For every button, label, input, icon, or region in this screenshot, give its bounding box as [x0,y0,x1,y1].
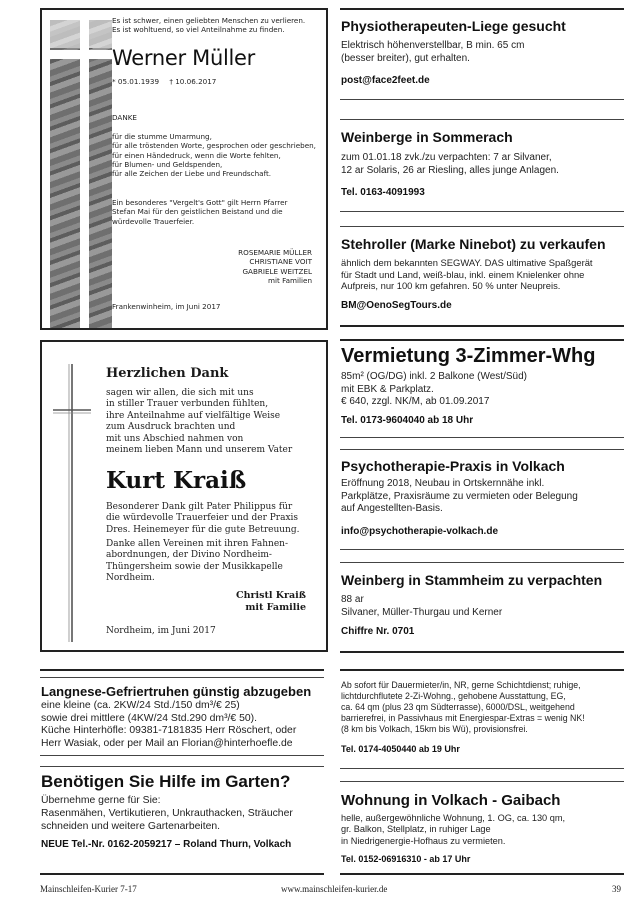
obit2-thanks-line: abordnungen, der Divino Nordheim- [106,550,272,561]
obit-thanks [112,198,287,226]
footer-website[interactable]: www.mainschleifen-kurier.de [281,884,388,894]
ad-title: Stehroller (Marke Ninebot) zu verkaufen [341,236,606,252]
ad-garten [41,772,293,850]
ad-contact: Tel. 0152-06916310 - ab 17 Uhr [341,854,471,865]
divider [340,449,624,450]
obit2-intro-line: meinem lieben Mann und unserem Vater [106,445,293,456]
divider [340,669,624,671]
cross-icon [52,362,92,644]
obit2-heading: Herzlichen Dank [106,366,229,381]
obit-body [112,132,316,178]
ad-line: Eröffnung 2018, Neubau in Ortskernnähe inkl. [341,478,545,489]
obit-intro-line: Es ist schwer, einen geliebten Menschen zu verlieren. [112,16,306,25]
obit-intro-line: Es ist wohltuend, so viel Anteilnahme zu finden. [112,25,285,35]
obit-birth: * 05.01.1939 [112,77,160,86]
ad-line: schneiden und weitere Gartenarbeiten. [41,821,221,832]
divider [340,8,624,10]
divider [40,766,324,767]
obit2-thanks2 [106,539,288,585]
ad-line: 88 ar [341,594,364,605]
divider [40,755,324,756]
divider [340,325,624,327]
ad-line: Rasenmähen, Vertikutieren, Unkrauthacken, Sträucher [41,808,293,819]
divider [340,339,624,341]
ad-physio [341,18,566,86]
obit-thanks-line: Ein besonderes "Vergelt's Gott" gilt Herrn Pfarrer [112,198,288,207]
obit2-thanks-line: Thüngersheim sowie der Musikkapelle [106,561,283,572]
cross-vertical [80,20,89,328]
ad-line: Herr Wasiak, oder per Mail an Florian@hinterhoefle.de [41,737,293,749]
obit-thanks-line: Stefan Mai für den geistlichen Beistand und die [112,207,283,217]
ad-title: Weinberg in Stammheim zu verpachten [341,572,603,588]
obit-body-line: für Blumen- und Geldspenden, [112,159,223,169]
ad-title: Vermietung 3-Zimmer-Whg [341,345,596,367]
ad-line: zum 01.01.18 zvk./zu verpachten: 7 ar Silvaner, [341,152,552,163]
obit2-place-date: Nordheim, im Juni 2017 [106,626,216,636]
ad-line: Küche Hinterhöfle: 09381-7181835 Herr Röschert, oder [41,725,297,737]
divider [40,677,324,678]
obit2-thanks-line: Dres. Heinemeyer für die gute Betreuung. [106,524,300,535]
obit-thanks-line: würdevolle Trauerfeier. [112,216,195,226]
divider [340,211,624,212]
divider [340,226,624,227]
obit2-thanks1 [106,502,299,536]
ad-contact: Tel. 0173-9604040 ab 18 Uhr [341,414,474,426]
obit2-thanks-line: Danke allen Vereinen mit ihren Fahnen- [106,539,289,549]
ad-stehroller [341,236,606,311]
ad-line: sowie drei mittlere (4KW/24 Std.290 dm³/€ 50). [41,712,257,724]
obit2-intro-line: sagen wir allen, die sich mit uns [106,388,254,398]
ad-psychotherapie [341,458,578,537]
obit-death: † 10.06.2017 [169,77,217,86]
divider [340,768,624,769]
page-number: 39 [612,884,621,894]
ad-line: mit EBK & Parkplatz. [341,383,434,395]
obit-signers [238,248,312,285]
ad-contact: Tel. 0174-4050440 ab 19 Uhr [341,744,460,754]
divider [340,562,624,563]
divider [340,99,624,100]
obit2-thanks-line: Besonderer Dank gilt Pater Philippus für [106,502,293,512]
ad-title: Benötigen Sie Hilfe im Garten? [41,772,291,791]
obit-intro [112,16,305,35]
obituary-werner-mueller [40,8,328,330]
obit2-thanks-line: die würdevolle Trauerfeier und der Praxis [106,513,299,524]
footer-publication: Mainschleifen-Kurier 7-17 [40,884,137,894]
divider [40,669,324,671]
obit-danke: DANKE [112,113,137,122]
ad-title: Weinberge in Sommerach [341,129,513,145]
divider [340,781,624,782]
ad-weinberg-stammheim [341,572,602,637]
obit-signer: CHRISTIANE VOIT [249,257,312,267]
ad-title: Physiotherapeuten-Liege gesucht [341,18,566,34]
obit-signer: GABRIELE WEITZEL [242,266,312,276]
ad-wohnung-gaibach [341,792,565,864]
ad-line: Aufpreis, nur 100 km gefahren. 50 % unter Neupreis. [341,280,561,292]
ad-line: ca. 64 qm (plus 23 qm Südterrasse), 6000/DSL, weitgehend [341,702,575,712]
obit-name: Werner Müller [112,46,256,70]
obit-place-date: Frankenwinheim, im Juni 2017 [112,302,221,311]
ad-line: (8 km bis Volkach, 15km bis Wü), provisionsfrei. [341,724,528,734]
divider [340,651,624,653]
ad-dauermieter [341,680,585,754]
obit-body-line: für einen Händedruck, wenn die Worte fehlten, [112,150,281,160]
obit2-intro [106,388,292,456]
cross-horizontal [50,50,112,59]
ad-contact[interactable]: BM@OenoSegTours.de [341,299,452,311]
ad-line: für Stadt und Land, weiß-blau, inkl. einem Knielenker ohne [341,268,585,280]
ad-line: Parkplätze, Praxisräume zu vermieten oder Belegung [341,490,578,502]
ad-contact[interactable]: post@face2feet.de [341,75,430,87]
obit2-intro-line: in stiller Trauer verbunden fühlten, [106,399,269,410]
ad-title: Langnese-Gefriertruhen günstig abzugeben [41,684,312,699]
ad-title: Psychotherapie-Praxis in Volkach [341,458,565,474]
ad-line: auf Angestellten-Basis. [341,503,443,515]
ad-line: in Niedrigenergie-Hofhaus zu vermieten. [341,835,506,846]
obit-signer: mit Familien [268,275,312,285]
ad-line: helle, außergewöhnliche Wohnung, 1. OG, ca. 130 qm, [341,813,566,823]
obit2-intro-line: ihre Anteilnahme auf vielfältige Weise [106,410,281,421]
ad-contact: Chiffre Nr. 0701 [341,626,415,638]
divider [340,119,624,120]
ad-title: Wohnung in Volkach - Gaibach [341,792,561,809]
ad-line: Silvaner, Müller-Thurgau und Kerner [341,606,503,618]
ad-langnese [41,684,311,750]
obit-body-line: für alle Zeichen der Liebe und Freundschaft. [112,169,272,179]
ad-line: barrierefrei, in Passivhaus mit Energiespar-Extras = wenig NK! [341,713,585,723]
ad-line: eine kleine (ca. 2KW/24 Std./150 dm³/€ 25) [41,700,240,711]
ad-line: Übernehme gerne für Sie: [41,795,161,806]
ad-line: gr. Balkon, Stellplatz, in ruhiger Lage [341,824,491,835]
obit2-name: Kurt Kraiß [106,467,247,494]
ad-line: (besser breiter), gut erhalten. [341,52,470,64]
divider [340,549,624,550]
ad-vermietung [341,345,595,426]
divider [340,437,624,438]
ad-line: 12 ar Solaris, 26 ar Riesling, alles junge Anlagen. [341,164,559,176]
obituary-kurt-kraiss [40,340,328,652]
obit-body-line: für die stumme Umarmung, [112,132,212,141]
obit2-signer: Christl Kraiß [236,590,306,601]
ad-line: € 640, zzgl. NK/M, ab 01.09.2017 [341,396,490,408]
obit-body-line: für alle tröstenden Worte, gesprochen oder geschrieben, [112,141,316,151]
ad-line: Elektrisch höhenverstellbar, B min. 65 cm [341,40,525,51]
ad-contact[interactable]: info@psychotherapie-volkach.de [341,525,499,537]
divider [40,873,324,875]
ad-line: lichtdurchflutete 2-Zi-Wohng., gehobene Ausstattung, EG, [341,691,566,701]
obit-dates [112,77,216,86]
ad-line: 85m² (OG/DG) inkl. 2 Balkone (West/Süd) [341,371,527,382]
ad-contact: Tel. 0163-4091993 [341,187,425,199]
divider [340,873,624,875]
obit2-intro-line: zum Ausdruck brachten und [106,422,236,433]
obit-signer: ROSEMARIE MÜLLER [238,248,312,257]
obit2-thanks-line: Nordheim. [106,573,155,584]
obit2-intro-line: mit uns Abschied nahmen von [106,433,244,444]
obit2-signer: mit Familie [245,602,306,613]
ad-weinberge-sommerach [341,129,559,198]
ad-line: Ab sofort für Dauermieter/in, NR, gerne Schichtdienst; ruhige, [341,680,581,690]
ad-line: ähnlich dem bekannten SEGWAY. DAS ultimative Spaßgerät [341,257,593,268]
ad-contact: NEUE Tel.-Nr. 0162-2059217 – Roland Thurn, Volkach [41,839,292,850]
obit2-signers [236,590,306,614]
